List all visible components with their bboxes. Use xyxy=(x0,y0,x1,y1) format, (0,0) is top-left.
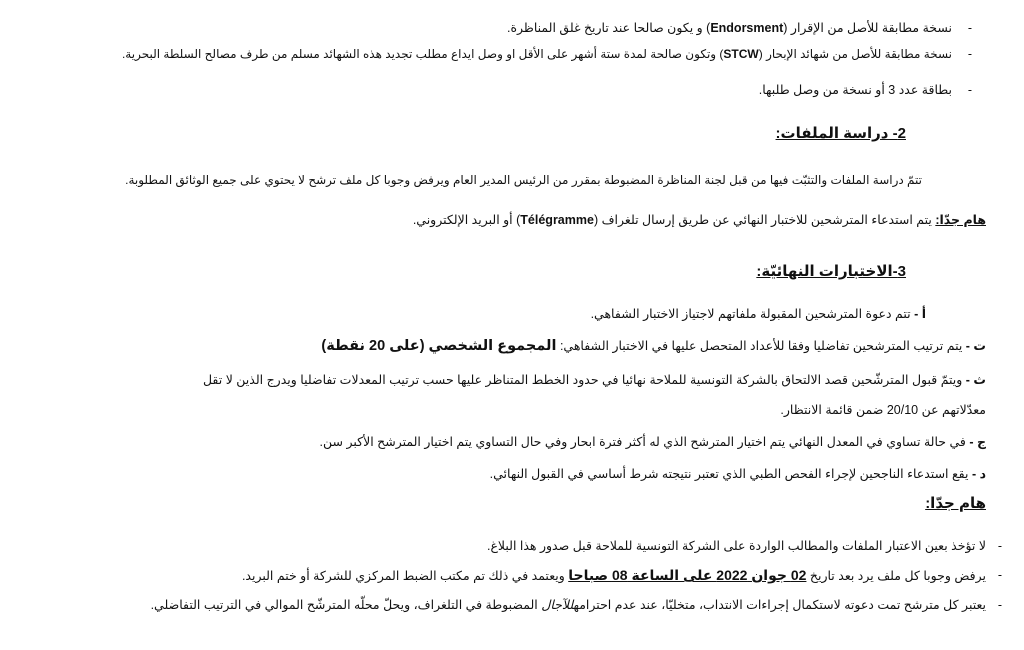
final-test-item-t xyxy=(321,338,986,354)
important-item-withdrawal xyxy=(151,597,986,613)
text-run: ) و يكون صالحا عند تاريخ غلق المناظرة. xyxy=(506,21,711,35)
text-run: يتم استدعاء المترشحين للاختبار النهائي عن طريق إرسال تلغراف ( xyxy=(593,213,936,227)
item-label: د - xyxy=(971,467,986,481)
text-bold: STCW xyxy=(723,47,759,61)
bullet-dash: - xyxy=(997,568,1002,582)
bullet-dash: - xyxy=(967,47,972,61)
text-run: تتم دعوة المترشحين المقبولة ملفاتهم لاجتياز الاختبار الشفاهي. xyxy=(590,307,915,321)
text-run: ) أو البريد الإلكتروني. xyxy=(412,213,521,227)
important-note-telegram xyxy=(413,212,986,228)
text-run: يعتبر كل مترشح تمت دعوته لاستكمال إجراءات الانتداب، متخليّا، عند عدم احترامه xyxy=(573,598,986,612)
text-bold: المجموع الشخصي (على 20 نقطة) xyxy=(321,338,557,354)
final-test-item-th xyxy=(203,372,986,388)
item-label: أ - xyxy=(914,307,926,321)
section-heading-files-review: 2- دراسة الملفات: xyxy=(775,125,906,142)
doc-list-item-endorsment xyxy=(507,20,952,36)
bullet-dash: - xyxy=(997,539,1002,553)
final-test-item-j xyxy=(320,434,986,450)
bullet-dash: - xyxy=(967,83,972,97)
item-label: ت - xyxy=(965,339,986,353)
item-label: ج - xyxy=(969,435,986,449)
final-test-item-th-continued: معدّلاتهم عن 20/10 ضمن قائمة الانتظار. xyxy=(780,403,986,417)
text-run: ويعتمد في ذلك تم مكتب الضبط المركزي للشركة أو ختم البريد. xyxy=(241,569,569,583)
text-run: في حالة تساوي في المعدل النهائي يتم اختيار المترشح الذي له أكثر فترة ابحار وفي حال التساوي يتم اختيار المترشح الأكبر سن. xyxy=(319,435,970,449)
text-italic: للآجال xyxy=(541,598,574,612)
text-run: المضبوطة في التلغراف، ويحلّ محلّه المترشّح الموالي في الترتيب التفاضلي. xyxy=(150,598,542,612)
doc-list-item-card3: بطاقة عدد 3 أو نسخة من وصل طلبها. xyxy=(758,83,952,97)
important-item-deadline xyxy=(242,567,986,584)
text-bold: Endorsment xyxy=(710,21,784,35)
text-run: ) وتكون صالحة لمدة ستة أشهر على الأقل او وصل ايداع مطلب تجديد هذه الشهائد مسلم من طرف مصالح السلطة البحرية. xyxy=(121,47,724,61)
text-run: ويتمّ قبول المترشّحين قصد الالتحاق بالشركة التونسية للملاحة نهائيا في حدود الخطط المتناظر عليها حسب ترتيب المعدلات تفاضليا ويدرج الذين لا تقل xyxy=(202,373,966,387)
section-heading-final-tests: 3-الاختبارات النهائيّة: xyxy=(756,263,906,280)
note-label: هام جدّا: xyxy=(935,213,986,227)
text-run: نسخة مطابقة للأصل من الإقرار ( xyxy=(783,21,952,35)
bullet-dash: - xyxy=(997,598,1002,612)
text-run: نسخة مطابقة للأصل من شهائد الإبحار ( xyxy=(758,47,952,61)
text-bold: Télégramme xyxy=(520,213,594,227)
files-review-paragraph: تتمّ دراسة الملفات والتثبّت فيها من قبل لجنة المناظرة المضبوطة بمقرر من الرئيس المدير العام ويرفض وجوبا كل ملف ترشح لا يحتوي على جميع الوثائق المطلوبة. xyxy=(125,173,922,187)
final-test-item-d xyxy=(490,466,986,482)
text-run: يتم ترتيب المترشحين تفاضليا وفقا للأعداد المتحصل عليها في الاختبار الشفاهي: xyxy=(556,339,966,353)
text-run: يقع استدعاء الناجحين لإجراء الفحص الطبي الذي تعتبر نتيجته شرط أساسي في القبول النهائي. xyxy=(489,467,972,481)
bullet-dash: - xyxy=(967,21,972,35)
final-test-item-a xyxy=(591,306,926,322)
text-run: يرفض وجوبا كل ملف يرد بعد تاريخ xyxy=(806,569,986,583)
deadline-date: 02 جوان 2022 على الساعة 08 صباحا xyxy=(568,567,807,583)
doc-list-item-stcw xyxy=(122,46,952,62)
item-label: ث - xyxy=(965,373,986,387)
important-heading: هام جدّا: xyxy=(925,495,986,512)
important-item-before-notice: لا تؤخذ بعين الاعتبار الملفات والمطالب الواردة على الشركة التونسية للملاحة قبل صدور هذا البلاغ. xyxy=(486,539,986,553)
